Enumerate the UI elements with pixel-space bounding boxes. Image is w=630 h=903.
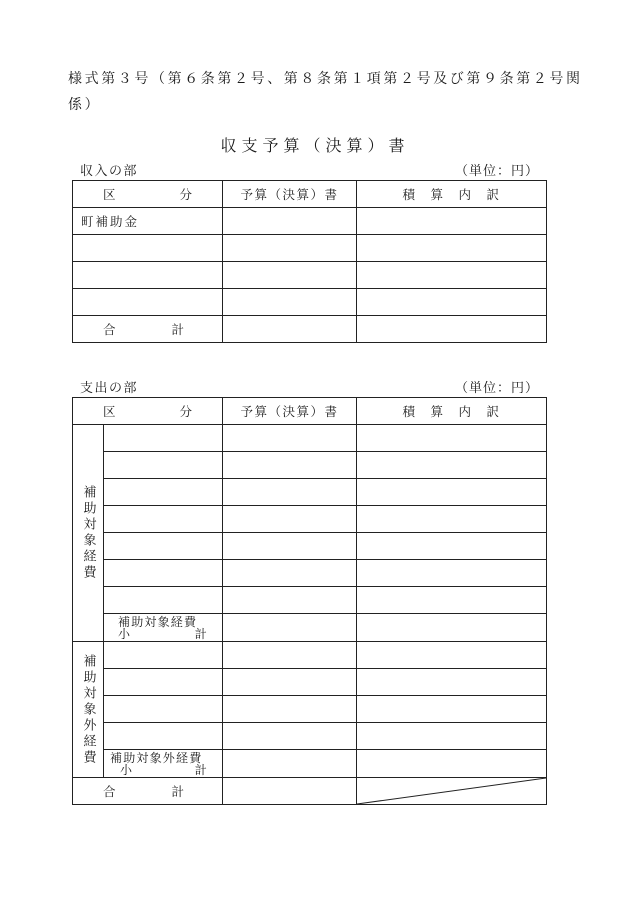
income-unit-label: （単位：円） xyxy=(455,164,540,179)
expense-row xyxy=(73,479,547,506)
income-row xyxy=(73,208,547,235)
income-row xyxy=(73,262,547,289)
income-row-budget[interactable] xyxy=(223,208,357,235)
expense-row-budget[interactable] xyxy=(223,479,357,506)
income-row-category: 町補助金 xyxy=(73,208,223,235)
income-row xyxy=(73,235,547,262)
expense-row xyxy=(73,452,547,479)
expense-row-budget[interactable] xyxy=(223,425,357,452)
expense-row-breakdown[interactable] xyxy=(357,560,547,587)
group-non-eligible-subtotal-row xyxy=(73,750,547,778)
form-number-line: 様式第３号（第６条第２号、第８条第１項第２号及び第９条第２号関 xyxy=(68,71,583,87)
expense-row-breakdown[interactable] xyxy=(357,506,547,533)
income-section-label: 収入の部 xyxy=(80,164,139,179)
expense-row-item[interactable] xyxy=(104,723,223,750)
expense-row-item[interactable] xyxy=(104,669,223,696)
expense-total-label xyxy=(73,778,223,805)
expense-row-item[interactable] xyxy=(104,696,223,723)
expense-unit-label: （単位：円） xyxy=(455,381,540,396)
expense-row-budget[interactable] xyxy=(223,452,357,479)
income-header-category-b: 分 xyxy=(179,187,192,202)
expense-row-breakdown[interactable] xyxy=(357,452,547,479)
subtotal-label-line1: 補助対象経費 xyxy=(118,615,198,629)
expense-row-budget[interactable] xyxy=(223,587,357,614)
income-table xyxy=(72,180,547,343)
income-row xyxy=(73,289,547,316)
income-total-a: 合 xyxy=(103,322,116,337)
group-non-eligible-label: 補助対象外経費 xyxy=(73,642,104,778)
expense-header-category-b: 分 xyxy=(179,404,192,419)
income-row-breakdown[interactable] xyxy=(357,262,547,289)
expense-row-budget[interactable] xyxy=(223,696,357,723)
subtotal-label-b: 計 xyxy=(194,763,208,777)
income-total-b: 計 xyxy=(171,322,184,337)
subtotal-label-b: 計 xyxy=(194,627,208,641)
expense-row-item[interactable] xyxy=(104,425,223,452)
group-subsidy-eligible-subtotal-label xyxy=(104,614,223,642)
expense-header-budget: 予算（決算）書 xyxy=(223,398,357,425)
group-subsidy-eligible-label: 補助対象経費 xyxy=(73,425,104,642)
expense-total-breakdown-crossed xyxy=(357,778,547,805)
income-header-row xyxy=(73,181,547,208)
income-row-breakdown[interactable] xyxy=(357,289,547,316)
income-row-category[interactable] xyxy=(73,289,223,316)
expense-row-budget[interactable] xyxy=(223,506,357,533)
income-total-budget[interactable] xyxy=(223,316,357,343)
diagonal-strike-line xyxy=(357,778,546,804)
expense-row-item[interactable] xyxy=(104,479,223,506)
income-header-breakdown: 積 算 内 訳 xyxy=(357,181,547,208)
expense-subtotal-budget[interactable] xyxy=(223,614,357,642)
form-number-line-continued: 係） xyxy=(68,97,102,113)
expense-row-item[interactable] xyxy=(104,587,223,614)
income-row-breakdown[interactable] xyxy=(357,235,547,262)
expense-row xyxy=(73,425,547,452)
group-non-eligible-subtotal-label xyxy=(104,750,223,778)
expense-total-row xyxy=(73,778,547,805)
expense-row xyxy=(73,723,547,750)
expense-row-breakdown[interactable] xyxy=(357,425,547,452)
expense-row xyxy=(73,642,547,669)
expense-total-a: 合 xyxy=(103,784,116,799)
expense-row-item[interactable] xyxy=(104,560,223,587)
expense-row-budget[interactable] xyxy=(223,642,357,669)
subtotal-label-line1: 補助対象外経費 xyxy=(110,751,203,765)
expense-row-breakdown[interactable] xyxy=(357,723,547,750)
expense-row-item[interactable] xyxy=(104,642,223,669)
expense-row-breakdown[interactable] xyxy=(357,479,547,506)
income-total-label xyxy=(73,316,223,343)
expense-row-breakdown[interactable] xyxy=(357,642,547,669)
expense-row xyxy=(73,587,547,614)
expense-row xyxy=(73,669,547,696)
subtotal-label-a: 小 xyxy=(120,763,134,777)
expense-row-budget[interactable] xyxy=(223,533,357,560)
document-title: 収支予算（決算）書 xyxy=(220,136,410,155)
subtotal-label-a: 小 xyxy=(118,627,132,641)
expense-section-label: 支出の部 xyxy=(80,381,139,396)
income-row-breakdown[interactable] xyxy=(357,208,547,235)
expense-row-breakdown[interactable] xyxy=(357,533,547,560)
expense-header-category-a: 区 xyxy=(103,404,116,419)
expense-table xyxy=(72,397,547,805)
expense-total-b: 計 xyxy=(171,784,184,799)
expense-subtotal-breakdown[interactable] xyxy=(357,614,547,642)
income-row-budget[interactable] xyxy=(223,235,357,262)
expense-row-item[interactable] xyxy=(104,533,223,560)
expense-header-row xyxy=(73,398,547,425)
expense-header-category xyxy=(73,398,223,425)
income-total-row xyxy=(73,316,547,343)
income-row-category[interactable] xyxy=(73,235,223,262)
income-row-budget[interactable] xyxy=(223,262,357,289)
expense-total-budget[interactable] xyxy=(223,778,357,805)
expense-row-breakdown[interactable] xyxy=(357,587,547,614)
expense-row-budget[interactable] xyxy=(223,560,357,587)
expense-row-budget[interactable] xyxy=(223,723,357,750)
income-row-budget[interactable] xyxy=(223,289,357,316)
expense-row-breakdown[interactable] xyxy=(357,696,547,723)
income-header-category xyxy=(73,181,223,208)
expense-row-item[interactable] xyxy=(104,452,223,479)
income-header-budget: 予算（決算）書 xyxy=(223,181,357,208)
expense-subtotal-budget[interactable] xyxy=(223,750,357,778)
expense-row-item[interactable] xyxy=(104,506,223,533)
income-header-category-a: 区 xyxy=(103,187,116,202)
income-row-category[interactable] xyxy=(73,262,223,289)
expense-row xyxy=(73,533,547,560)
expense-row-breakdown[interactable] xyxy=(357,669,547,696)
income-total-breakdown[interactable] xyxy=(357,316,547,343)
expense-row xyxy=(73,560,547,587)
expense-row xyxy=(73,696,547,723)
expense-subtotal-breakdown[interactable] xyxy=(357,750,547,778)
expense-header-breakdown: 積 算 内 訳 xyxy=(357,398,547,425)
expense-row xyxy=(73,506,547,533)
group-subsidy-eligible-subtotal-row xyxy=(73,614,547,642)
expense-row-budget[interactable] xyxy=(223,669,357,696)
